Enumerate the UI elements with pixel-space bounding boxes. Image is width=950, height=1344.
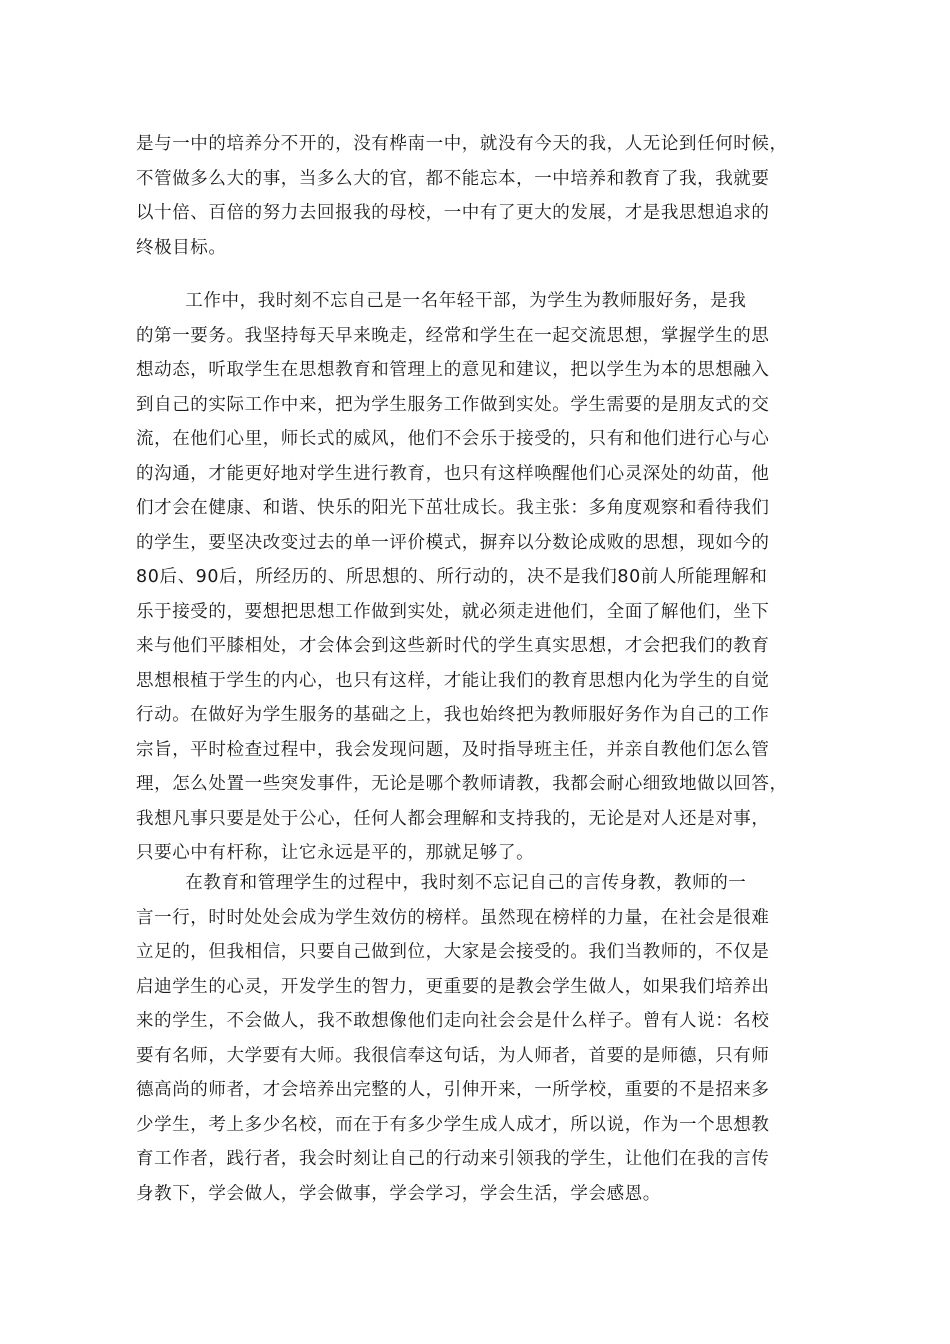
text-line: 的沟通，才能更好地对学生进行教育，也只有这样唤醒他们心灵深处的幼苗，他 [136,463,770,484]
text-line: 的学生，要坚决改变过去的单一评价模式，摒弃以分数论成败的思想，现如今的 [136,532,770,553]
text-line: 行动。在做好为学生服务的基础之上，我也始终把为教师服好务作为自己的工作 [136,705,770,725]
paragraph-1 [136,127,818,265]
text-line: 流，在他们心里，师长式的威风，他们不会乐于接受的，只有和他们进行心与心 [136,429,770,449]
text-line: 来与他们平膝相处，才会体会到这些新时代的学生真实思想，才会把我们的教育 [136,636,770,656]
text-line: 宗旨，平时检查过程中，我会发现问题，及时指导班主任，并亲自教他们怎么管 [136,739,770,760]
text-line: 启迪学生的心灵，开发学生的智力，更重要的是教会学生做人，如果我们培养出 [136,976,770,997]
text-line: 思想根植于学生的内心，也只有这样，才能让我们的教育思想内化为学生的自觉 [136,670,770,691]
text-line: 到自己的实际工作中来，把为学生服务工作做到实处。学生需要的是朋友式的交 [136,394,770,415]
text-line: 的第一要务。我坚持每天早来晚走，经常和学生在一起交流思想，掌握学生的思 [136,325,770,346]
text-line: 我想凡事只要是处于公心，任何人都会理解和支持我的，无论是对人还是对事， [136,808,770,829]
text-line: 身教下，学会做人，学会做事，学会学习，学会生活，学会感恩。 [136,1183,661,1204]
text-line: 言一行，时时处处会成为学生效仿的榜样。虽然现在榜样的力量，在社会是很难 [136,907,770,928]
text-line: 终极目标。 [136,237,227,258]
text-line: 不管做多么大的事，当多么大的官，都不能忘本，一中培养和教育了我，我就要 [136,168,770,189]
text-line: 在教育和管理学生的过程中，我时刻不忘记自己的言传身教，教师的一 [136,873,747,893]
text-line: 德高尚的师者，才会培养出完整的人，引伸开来，一所学校，重要的不是招来多 [136,1080,770,1100]
paragraph-3 [136,866,818,1211]
text-line: 以十倍、百倍的努力去回报我的母校，一中有了更大的发展，才是我思想追求的 [136,203,770,223]
paragraph-2 [136,284,818,871]
text-line: 是与一中的培养分不开的，没有桦南一中，就没有今天的我，人无论到任何时候， [136,134,788,154]
text-line: 少学生，考上多少名校，而在于有多少学生成人成才，所以说，作为一个思想教 [136,1114,770,1135]
text-line: 立足的，但我相信，只要自己做到位，大家是会接受的。我们当教师的，不仅是 [136,942,770,962]
text-line: 要有名师，大学要有大师。我很信奉这句话，为人师者，首要的是师德，只有师 [136,1045,770,1066]
text-line: 80后、90后，所经历的、所思想的、所行动的，决不是我们80前人所能理解和 [136,567,768,587]
text-line: 来的学生，不会做人，我不敢想像他们走向社会会是什么样子。曾有人说：名校 [136,1011,770,1031]
text-line: 想动态，听取学生在思想教育和管理上的意见和建议，把以学生为本的思想融入 [136,360,770,380]
text-line: 育工作者，践行者，我会时刻让自己的行动来引领我的学生，让他们在我的言传 [136,1149,770,1169]
text-line: 理，怎么处置一些突发事件，无论是哪个教师请教，我都会耐心细致地做以回答， [136,774,788,794]
text-line: 们才会在健康、和谐、快乐的阳光下茁壮成长。我主张：多角度观察和看待我们 [136,498,770,518]
text-line: 工作中，我时刻不忘自己是一名年轻干部，为学生为教师服好务，是我 [136,291,747,311]
text-line: 只要心中有杆称，让它永远是平的，那就足够了。 [136,843,535,863]
text-line: 乐于接受的，要想把思想工作做到实处，就必须走进他们，全面了解他们，坐下 [136,601,770,622]
